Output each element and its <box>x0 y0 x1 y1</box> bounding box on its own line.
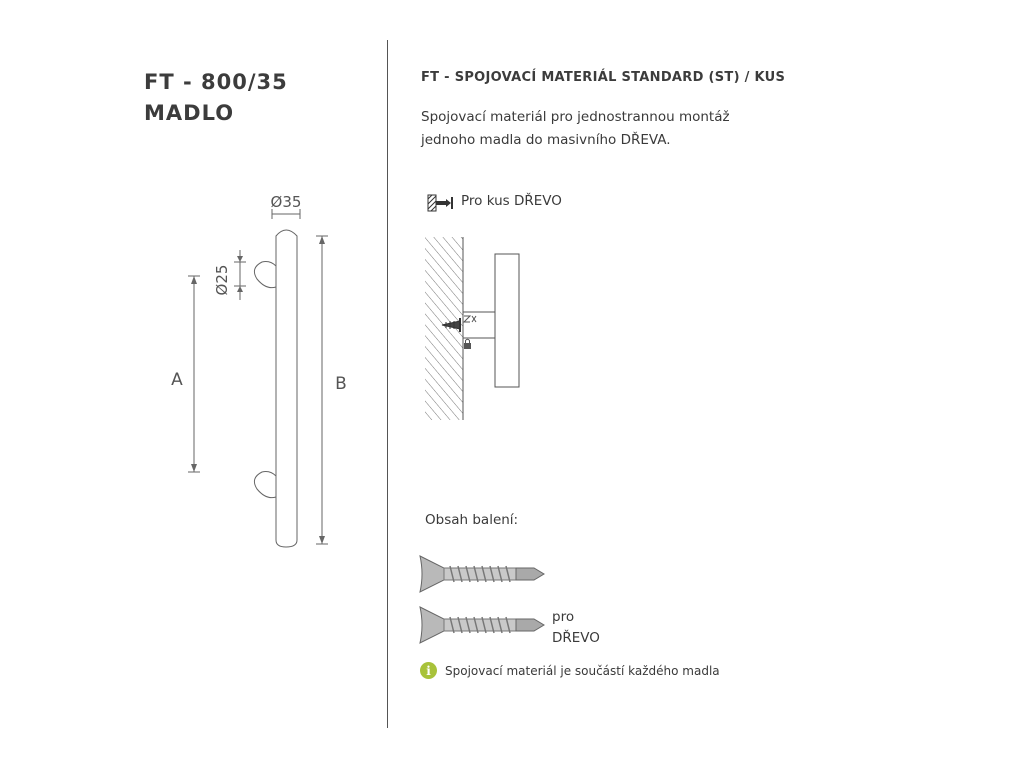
product-name: MADLO <box>144 101 235 125</box>
info-text: Spojovací materiál je součástí každého madla <box>445 663 720 678</box>
handle-leg-top <box>254 262 276 288</box>
handle-bar-section <box>495 254 519 387</box>
description-line-2: jednoho madla do masivního DŘEVA. <box>421 132 671 148</box>
product-code: FT - 800/35 <box>144 70 288 94</box>
vertical-divider <box>387 40 388 728</box>
screw-note-line-2: DŘEVO <box>552 630 600 646</box>
description-line-1: Spojovací materiál pro jednostrannou montáž <box>421 109 730 125</box>
screw-note-line-1: pro <box>552 609 575 625</box>
wood-label: Pro kus DŘEVO <box>461 193 562 209</box>
dim-b-label: B <box>335 374 347 394</box>
screw-note <box>552 607 600 649</box>
handle-leg-bottom <box>254 472 276 498</box>
dim-diameter-leg: Ø25 <box>213 264 231 296</box>
screw-image-1 <box>418 552 548 596</box>
mounting-diagram <box>420 232 550 422</box>
lock-icon <box>464 339 471 349</box>
info-note <box>420 662 720 679</box>
dim-diameter-bar: Ø35 <box>270 193 302 211</box>
info-icon: i <box>420 662 437 679</box>
fixing-title: FT - SPOJOVACÍ MATERIÁL STANDARD (ST) / KUS <box>421 70 786 85</box>
screw-image-2 <box>418 603 548 647</box>
handle-bar <box>276 230 297 547</box>
dim-a-label: A <box>171 370 183 390</box>
wall-screw-icon <box>427 193 457 213</box>
package-label: Obsah balení: <box>425 512 519 528</box>
fixing-description <box>421 106 730 152</box>
